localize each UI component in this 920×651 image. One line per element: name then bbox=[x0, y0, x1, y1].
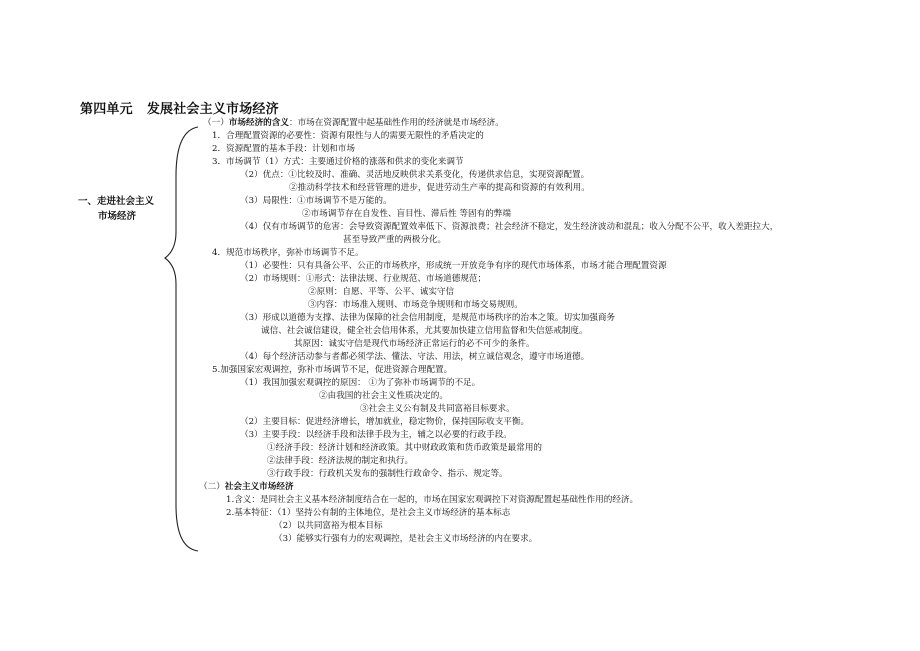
section-label-line2: 市场经济 bbox=[98, 211, 137, 222]
outline-line: （1）我国加强宏观调控的原因： ①为了弥补市场调节的不足。 bbox=[240, 378, 481, 388]
heading-market-economy-meaning: （一）市场经济的含义：市场在资源配置中起基础性作用的经济就是市场经济。 bbox=[203, 118, 504, 128]
outline-line: ③行政手段：行政机关发布的强制性行政命令、指示、规定等。 bbox=[267, 469, 508, 479]
outline-line: ②由我国的社会主义性质决定的。 bbox=[319, 391, 448, 401]
outline-line: ③社会主义公有制及共同富裕目标要求。 bbox=[360, 404, 515, 414]
outline-line: ②推动科学技术和经营管理的进步，促进劳动生产率的提高和资源的有效利用。 bbox=[289, 183, 590, 193]
outline-line: ②原则：自愿、平等、公平、诚实守信 bbox=[308, 287, 455, 297]
unit-name: 发展社会主义市场经济 bbox=[146, 102, 279, 117]
outline-line: （3）主要手段：以经济手段和法律手段为主，辅之以必要的行政手段。 bbox=[240, 430, 512, 440]
outline-line: （4）每个经济活动参与者都必须学法、懂法、守法、用法，树立诚信观念，遵守市场道德。 bbox=[240, 352, 590, 362]
outline-line: 1．合理配置资源的必要性：资源有限性与人的需要无限性的矛盾决定的 bbox=[212, 131, 484, 141]
outline-line: 4．规范市场秩序，弥补市场调节不足。 bbox=[212, 248, 364, 258]
outline-line: （2）市场规则：①形式：法律法规、行业规范、市场道德规范； bbox=[240, 274, 487, 284]
heading-socialist-market-economy: （二）社会主义市场经济 bbox=[199, 482, 294, 492]
section-label-line1: 一、走进社会主义 bbox=[78, 196, 155, 207]
outline-line: 其原因：诚实守信是现代市场经济正常运行的必不可少的条件。 bbox=[294, 339, 535, 349]
outline-line: 3．市场调节（1）方式：主要通过价格的涨落和供求的变化来调节 bbox=[212, 157, 464, 167]
outline-line: ③内容：市场准入规则、市场竞争规则和市场交易规则。 bbox=[308, 300, 523, 310]
outline-line: （4）仅有市场调节的危害：会导致资源配置效率低下、资源浪费；社会经济不稳定，发生经济波动和混乱；收入分配不公平，收入差距拉大， bbox=[240, 222, 779, 232]
outline-line: （1）必要性：只有具备公平、公正的市场秩序，形成统一开放竞争有序的现代市场体系，市场才能合理配置资源 bbox=[240, 261, 667, 271]
outline-line: 1.含义：是同社会主义基本经济制度结合在一起的，市场在国家宏观调控下对资源配置起基础性作用的经济。 bbox=[226, 495, 639, 505]
outline-line: 甚至导致严重的两极分化。 bbox=[343, 235, 447, 245]
outline-line: （3）局限性：①市场调节不是万能的。 bbox=[240, 196, 392, 206]
brace-path bbox=[165, 127, 198, 551]
unit-number: 第四单元 bbox=[80, 102, 133, 117]
outline-line: 诚信、社会诚信建设，健全社会信用体系，尤其要加快建立信用监督和失信惩戒制度。 bbox=[261, 326, 588, 336]
outline-line: （2）主要目标：促进经济增长，增加就业，稳定物价，保持国际收支平衡。 bbox=[240, 417, 530, 427]
outline-line: （3）形成以道德为支撑、法律为保障的社会信用制度，是规范市场秩序的治本之策。切实加强商务 bbox=[240, 313, 616, 323]
outline-line: ②市场调节存在自发性、盲目性、滞后性 等固有的弊端 bbox=[302, 209, 511, 219]
outline-line: ②法律手段：经济法规的制定和执行。 bbox=[267, 456, 414, 466]
outline-line: （3）能够实行强有力的宏观调控，是社会主义市场经济的内在要求。 bbox=[274, 534, 538, 544]
outline-line: 2．资源配置的基本手段：计划和市场 bbox=[212, 144, 355, 154]
outline-line: 2.基本特征：（1）坚持公有制的主体地位，是社会主义市场经济的基本标志 bbox=[226, 508, 511, 518]
outline-line: （2）以共同富裕为根本目标 bbox=[274, 521, 383, 531]
outline-line: （2）优点：①比较及时、准确、灵活地反映供求关系变化，传递供求信息，实现资源配置。 bbox=[240, 170, 590, 180]
outline-line: ①经济手段：经济计划和经济政策。其中财政政策和货币政策是最常用的 bbox=[267, 443, 543, 453]
outline-line: 5.加强国家宏观调控，弥补市场调节不足，促进资源合理配置。 bbox=[212, 365, 453, 375]
